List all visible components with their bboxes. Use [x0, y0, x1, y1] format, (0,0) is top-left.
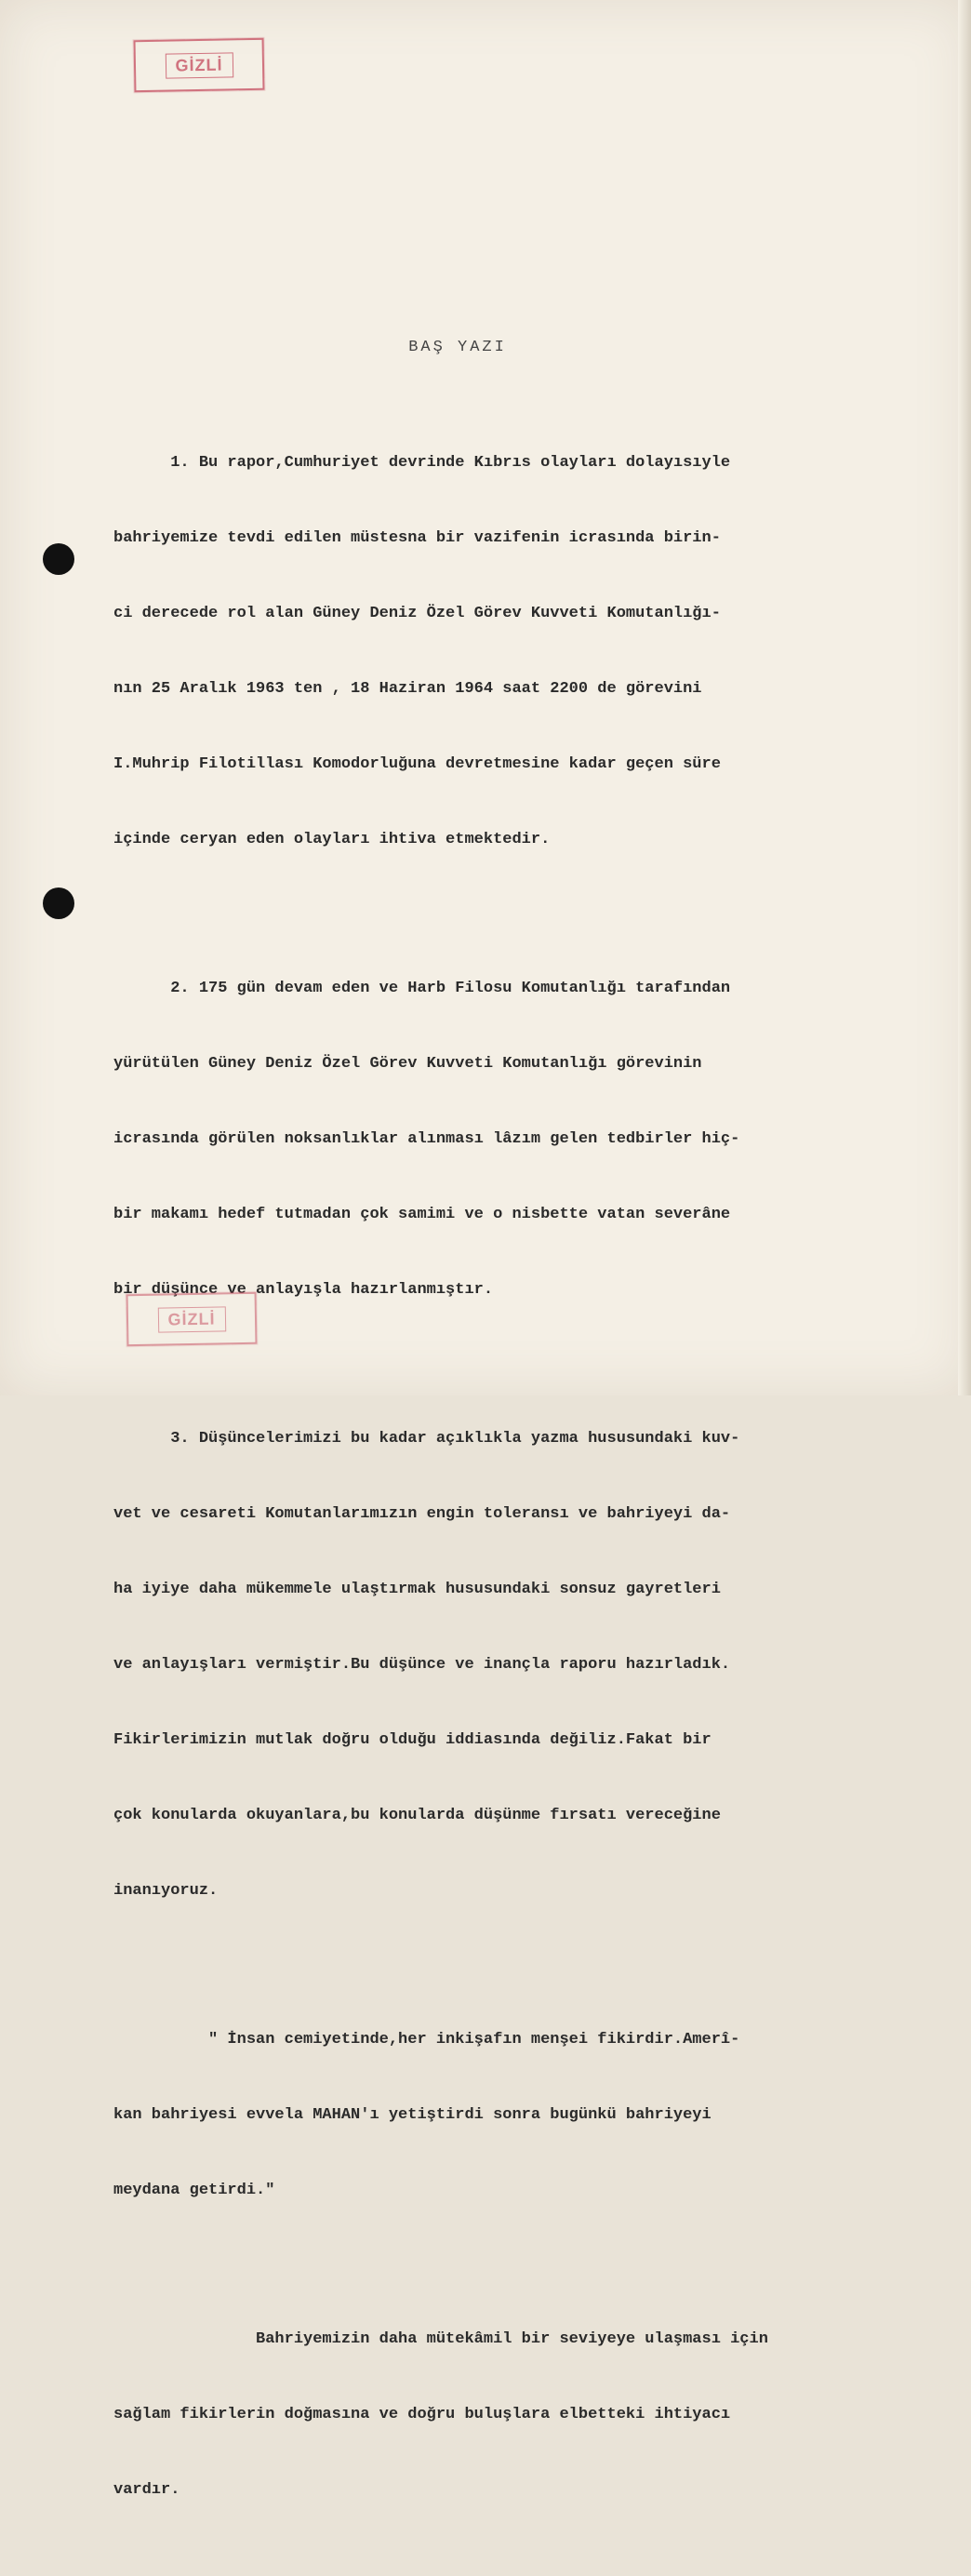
text-line: I.Muhrip Filotillası Komodorluğuna devretmesine kadar geçen süre: [113, 755, 721, 773]
text-line: içinde ceryan eden olayları ihtiva etmektedir.: [113, 831, 551, 848]
paragraph-1: [113, 400, 913, 902]
text-line: bahriyemize tevdi edilen müstesna bir vazifenin icrasında birin-: [113, 529, 721, 547]
text-line: icrasında görülen noksanlıklar alınması lâzım gelen tedbirler hiç-: [113, 1130, 740, 1148]
punch-hole-bottom: [43, 888, 74, 919]
document-body: [113, 335, 913, 2576]
document-heading: BAŞ YAZI: [408, 339, 507, 356]
paragraph-2: [113, 926, 913, 1353]
text-line: 1. Bu rapor,Cumhuriyet devrinde Kıbrıs olayları dolayısıyle: [113, 454, 731, 472]
text-line: meydana getirdi.": [113, 2182, 275, 2199]
text-line: çok konularda okuyanlara,bu konularda düşünme fırsatı vereceğine: [113, 1807, 721, 1824]
text-line: 2. 175 gün devam eden ve Harb Filosu Komutanlığı tarafından: [113, 980, 731, 997]
text-line: yürütülen Güney Deniz Özel Görev Kuvveti Komutanlığı görevinin: [113, 1055, 702, 1073]
text-line: bir düşünce ve anlayışla hazırlanmıştır.: [113, 1281, 494, 1299]
text-line: ve anlayışları vermiştir.Bu düşünce ve inançla raporu hazırladık.: [113, 1656, 731, 1674]
text-line: kan bahriyesi evvela MAHAN'ı yetiştirdi sonra bugünkü bahriyeyi: [113, 2106, 712, 2124]
page-edge: [958, 0, 971, 1395]
quote-paragraph: [113, 1977, 913, 2253]
closing-paragraph: [113, 2276, 913, 2553]
text-line: ha iyiye daha mükemmele ulaştırmak hususundaki sonsuz gayretleri: [113, 1581, 721, 1598]
classification-stamp-top: [134, 38, 265, 92]
classification-stamp-bottom: [126, 1292, 258, 1346]
text-line: inanıyoruz.: [113, 1882, 219, 1900]
paragraph-3: [113, 1376, 913, 1954]
text-line: 3. Düşüncelerimizi bu kadar açıklıkla yazma hususundaki kuv-: [113, 1430, 740, 1448]
text-line: ci derecede rol alan Güney Deniz Özel Görev Kuvveti Komutanlığı-: [113, 605, 721, 622]
text-line: vet ve cesareti Komutanlarımızın engin toleransı ve bahriyeyi da-: [113, 1505, 731, 1523]
text-line: Fikirlerimizin mutlak doğru olduğu iddiasında değiliz.Fakat bir: [113, 1731, 712, 1749]
text-line: bir makamı hedef tutmadan çok samimi ve o nisbette vatan severâne: [113, 1206, 731, 1223]
text-line: Bahriyemizin daha mütekâmil bir seviyeye ulaşması için: [113, 2330, 768, 2348]
text-line: vardır.: [113, 2481, 180, 2499]
text-line: " İnsan cemiyetinde,her inkişafın menşei fikirdir.Amerî-: [113, 2031, 740, 2049]
punch-hole-top: [43, 543, 74, 575]
text-line: nın 25 Aralık 1963 ten , 18 Haziran 1964 saat 2200 de görevini: [113, 680, 702, 698]
stamp-text-bottom: GİZLİ: [157, 1306, 225, 1332]
stamp-text-top: GİZLİ: [165, 52, 233, 78]
text-line: sağlam fikirlerin doğmasına ve doğru buluşlara elbetteki ihtiyacı: [113, 2406, 731, 2423]
